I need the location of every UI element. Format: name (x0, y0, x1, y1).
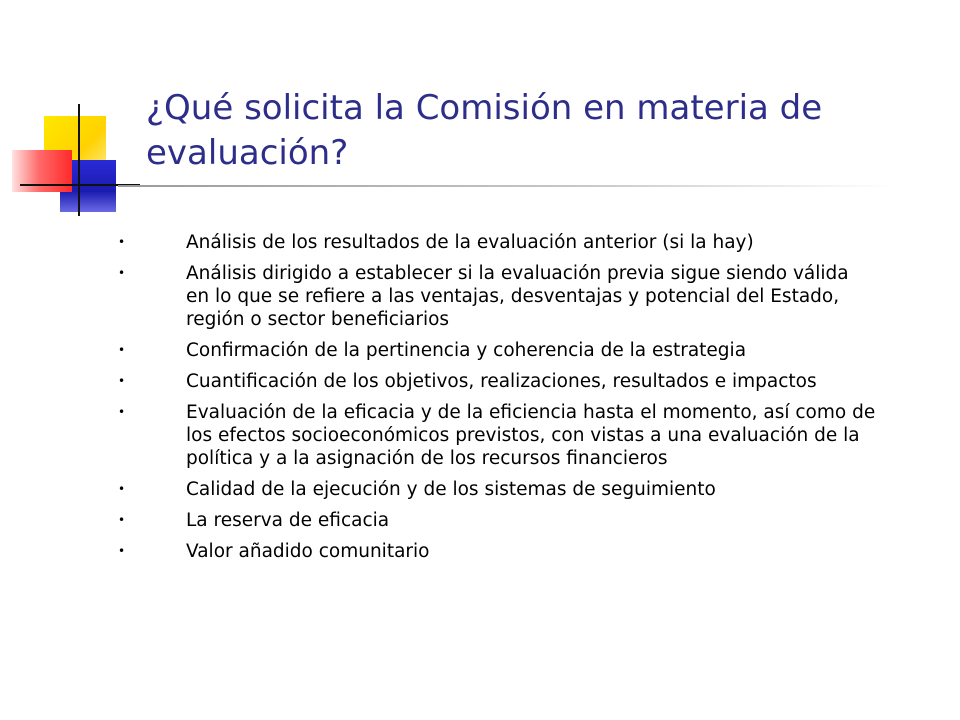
bullet-list (116, 231, 876, 571)
bullet-text: La reserva de eficacia (186, 510, 390, 531)
vertical-rule-line (78, 104, 80, 216)
list-item (116, 509, 876, 532)
list-item (116, 478, 876, 501)
bullet-text: Evaluación de la eficacia y de la eficiencia hasta el momento, así como de los efectos socioeconómicos previstos, con vistas a una evaluación de la política y a la asignación de los recursos financieros (186, 402, 876, 469)
bullet-icon: • (118, 266, 126, 280)
bullet-text: Análisis dirigido a establecer si la evaluación previa sigue siendo válida en lo que se refiere a las ventajas, desventajas y potencial del Estado, región o sector beneficiarios (186, 263, 849, 330)
bullet-icon: • (118, 482, 126, 496)
bullet-text: Valor añadido comunitario (186, 541, 430, 562)
list-item (116, 401, 876, 470)
bullet-text: Cuantificación de los objetivos, realizaciones, resultados e impactos (186, 371, 817, 392)
bullet-icon: • (118, 405, 126, 419)
bullet-text: Calidad de la ejecución y de los sistemas de seguimiento (186, 479, 716, 500)
list-item (116, 262, 876, 331)
list-item (116, 540, 876, 563)
bullet-icon: • (118, 374, 126, 388)
list-item (116, 231, 876, 254)
bullet-text: Análisis de los resultados de la evaluación anterior (si la hay) (186, 232, 754, 253)
bullet-icon: • (118, 235, 126, 249)
title-underline (118, 185, 894, 187)
list-item (116, 370, 876, 393)
decorative-squares-logo (0, 0, 140, 230)
list-item (116, 339, 876, 362)
bullet-icon: • (118, 513, 126, 527)
bullet-text: Confirmación de la pertinencia y coherencia de la estrategia (186, 340, 747, 361)
bullet-icon: • (118, 343, 126, 357)
slide-title: ¿Qué solicita la Comisión en materia de evaluación? (146, 88, 823, 173)
bullet-icon: • (118, 544, 126, 558)
